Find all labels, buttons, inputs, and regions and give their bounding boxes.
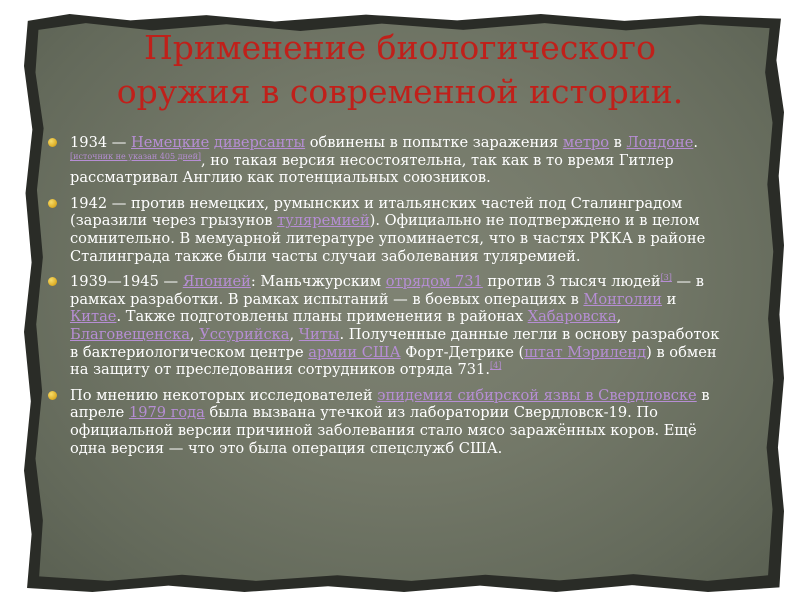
list-item [48,134,723,187]
yellow-dot-icon [48,277,57,286]
link-chita[interactable]: Читы [298,325,340,343]
yellow-dot-icon [48,138,57,147]
link-khabarovsk[interactable]: Хабаровска [527,308,617,326]
bullet-list [48,134,723,465]
link-1979[interactable]: 1979 года [128,404,205,422]
item-text: . Также подготовлены планы применения в районах [116,308,528,326]
link-sverdlovsk-anthrax[interactable]: эпидемия сибирской язвы в Свердловске [377,386,697,404]
link-saboteurs[interactable]: диверсанты [213,134,306,151]
link-metro[interactable]: метро [562,134,610,151]
footnote-link-3[interactable]: [3] [660,273,672,283]
link-maryland[interactable]: штат Мэриленд [524,343,647,361]
citation-needed-link[interactable]: [источник не указан 405 дней] [70,151,202,161]
item-text: 1939—1945 — [70,273,183,291]
yellow-dot-icon [48,199,57,208]
slide-title [60,26,740,114]
item-text: обвинены в попытке заражения [305,134,563,151]
title-line-2: оружия в современной истории. [116,72,684,111]
item-text: По мнению некоторых исследователей [70,386,378,404]
item-text: — в рамках разработки. В рамках испытаний — в боевых операциях в [70,273,704,308]
link-japan[interactable]: Японией [182,273,251,291]
link-china[interactable]: Китае [70,308,117,326]
item-text: против 3 тысяч людей [482,273,661,291]
link-unit-731[interactable]: отрядом 731 [385,273,483,291]
yellow-dot-icon [48,391,57,400]
list-item [48,195,723,265]
item-text: 1942 — против немецких, румынских и итальянских частей под Сталинградом (заразили через грызунов [70,194,683,230]
item-text: . [693,134,699,151]
item-text: . Полученные данные легли в основу разработок в бактериологическом центре [70,325,720,361]
item-text: 1934 — [70,134,132,151]
link-germans[interactable]: Немецкие [131,134,210,151]
link-london[interactable]: Лондоне [626,134,694,151]
item-text: и [662,290,677,308]
link-tularemia[interactable]: туляремией [277,212,370,230]
item-text: в [609,134,627,151]
list-item [48,273,723,379]
item-text: , [189,325,200,343]
title-line-1: Применение биологического [144,28,656,67]
item-text: , [289,325,299,343]
footnote-link-4[interactable]: [4] [489,361,502,371]
item-text: , но такая версия несостоятельна, так как в то время Гитлер рассматривал Англию как потенциальных союзников. [70,151,674,187]
link-mongolia[interactable]: Монголии [583,290,663,308]
item-text: Форт-Детрике ( [400,343,525,361]
item-text: была вызвана утечкой из лаборатории Свердловск-19. По официальной версии причиной заболевания стало мясо заражённых коров. Ещё одна версия — что это была операция спецслужб США. [70,404,697,457]
item-text: в апреле [70,386,710,422]
item-text: ). Официально не подтверждено и в целом сомнительно. В мемуарной литературе упоминается, что в частях РККА в районе Сталинграда также были часты случаи заболевания туляремией. [70,212,706,265]
link-blagoveshchensk[interactable]: Благовещенска [70,325,190,343]
list-item [48,387,723,457]
link-us-army[interactable]: армии США [308,343,401,361]
item-text: , [616,308,622,326]
link-ussuriysk[interactable]: Уссурийска [199,325,290,343]
item-text: ) в обмен на защиту от преследования сотрудников отряда 731. [70,343,717,379]
item-text: : Маньчжурским [250,273,386,291]
